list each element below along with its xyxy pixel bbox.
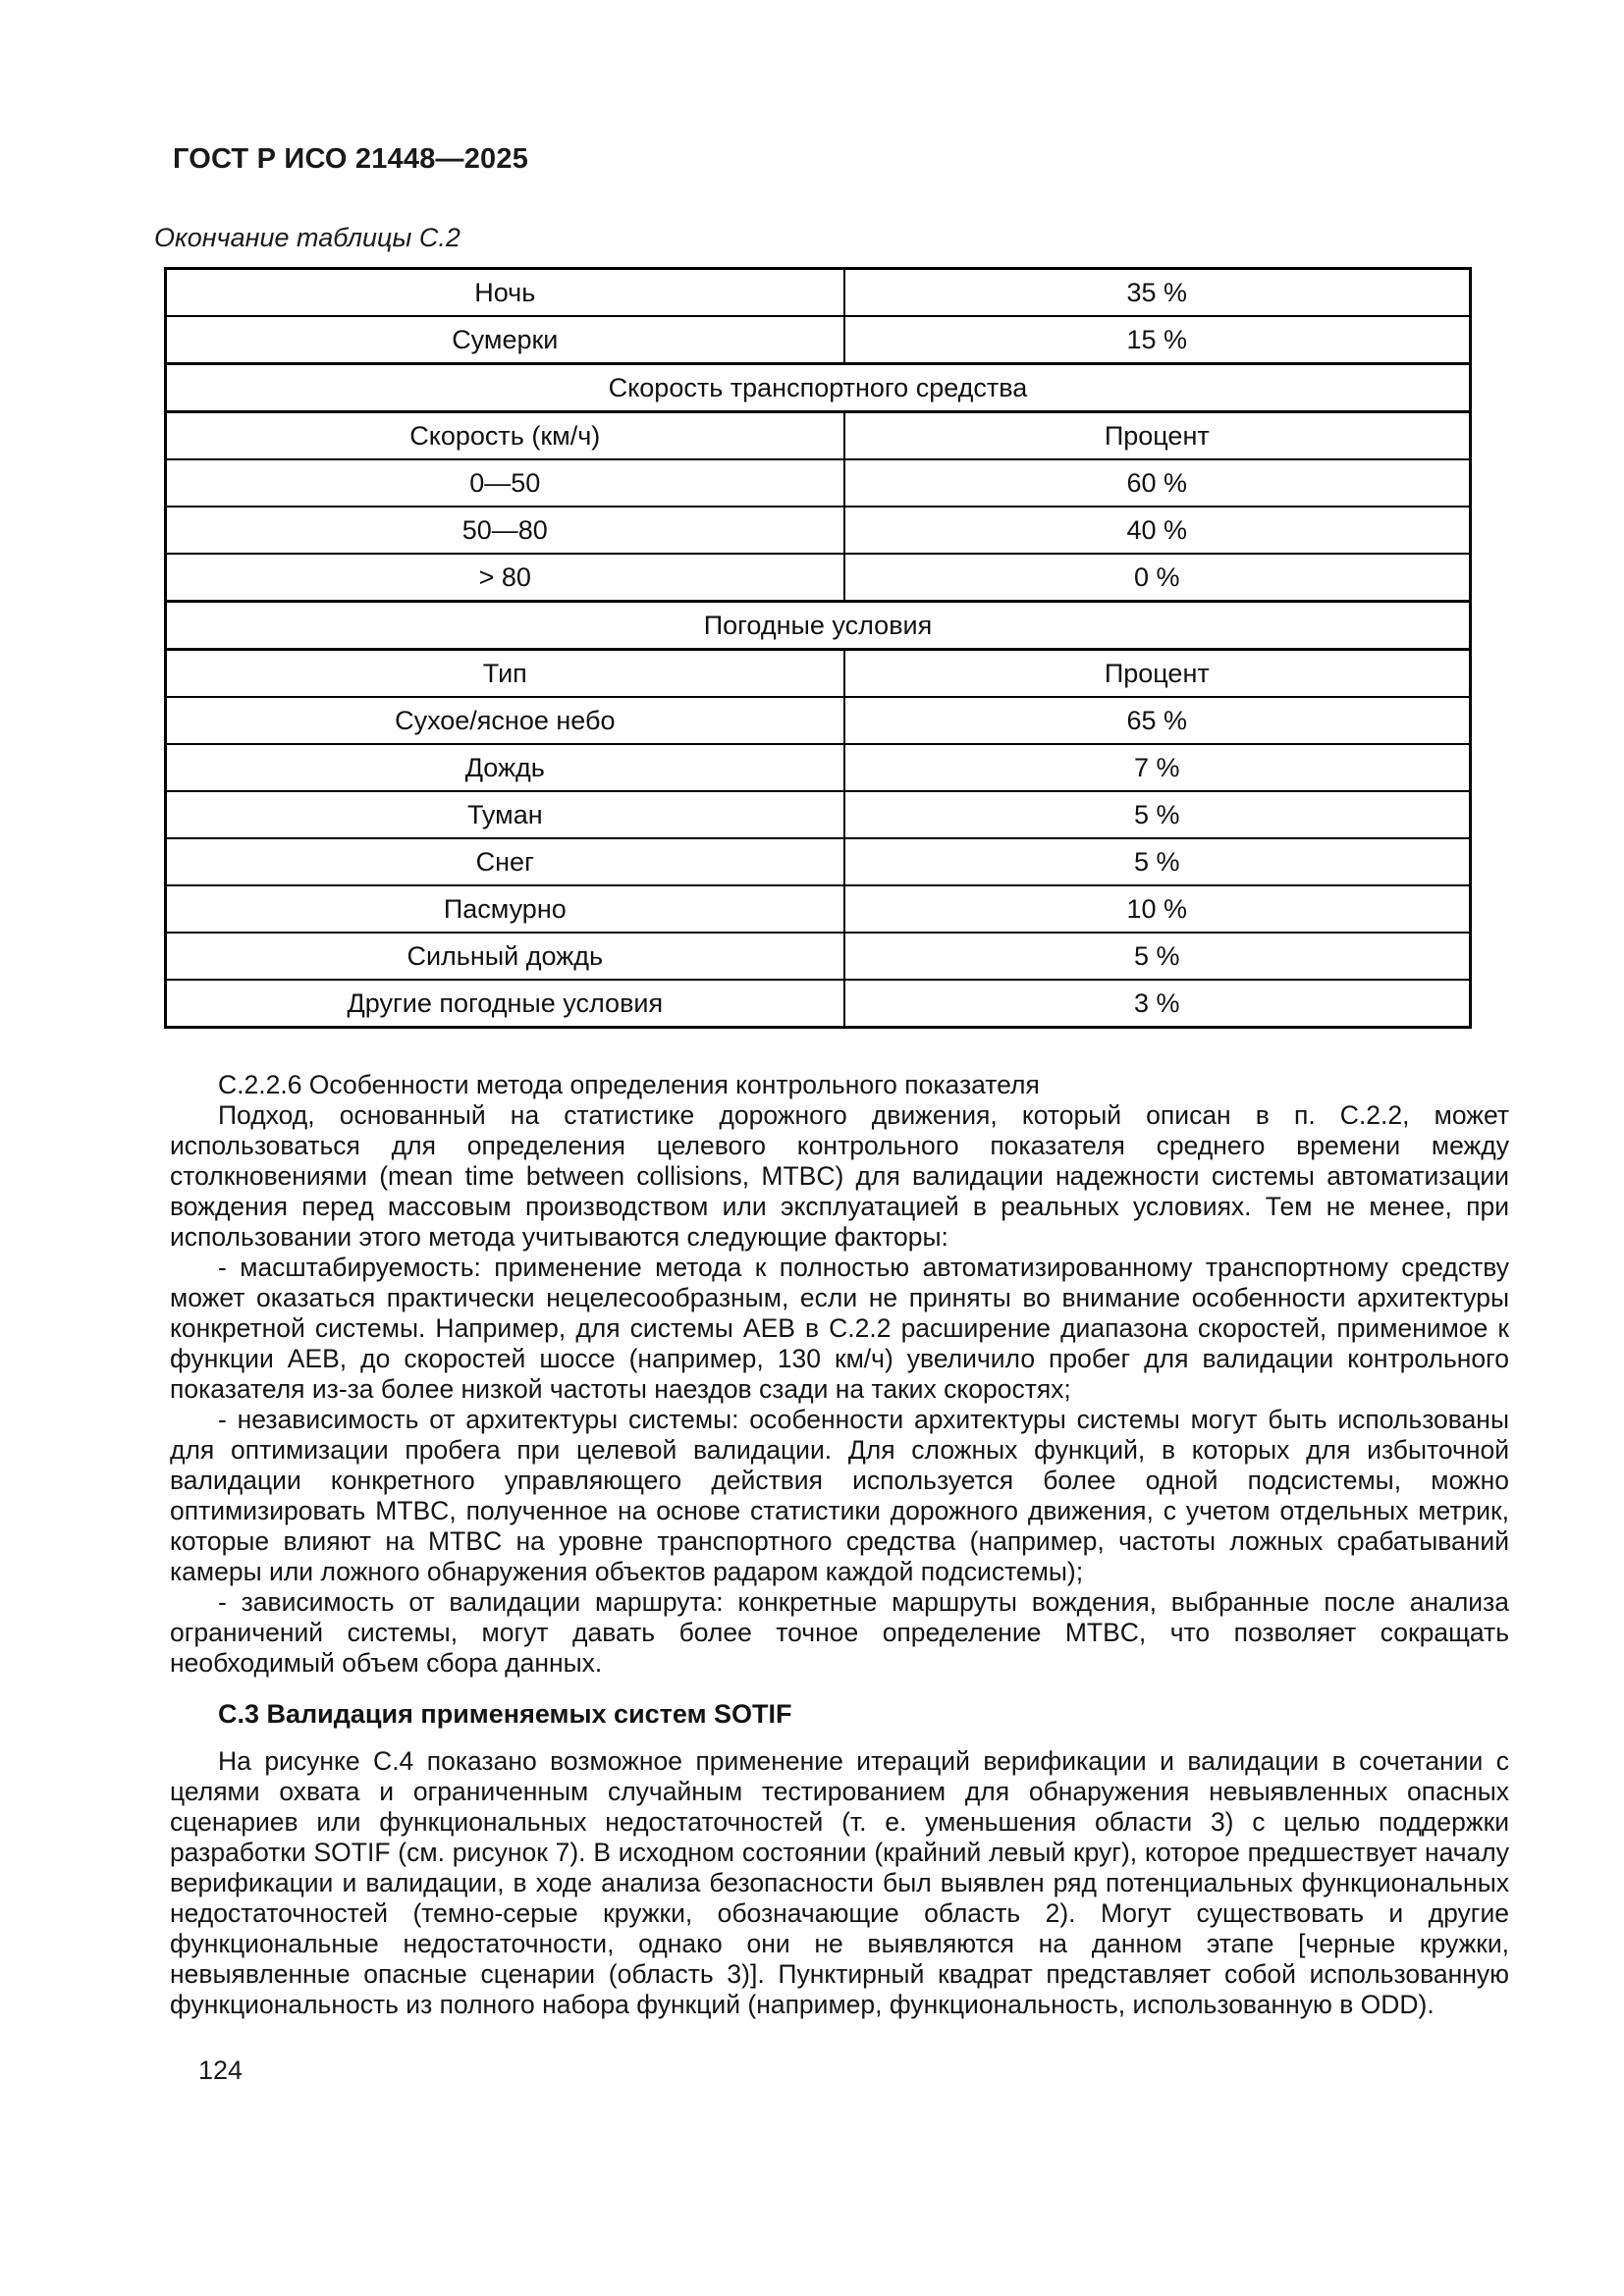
table-cell-value: 10 % [844,885,1471,933]
table-row [166,507,1471,554]
table-cell-value: 65 % [844,697,1471,744]
section-c226-heading: С.2.2.6 Особенности метода определения контрольного показателя [218,1070,1040,1099]
table-cell-category: 50—80 [166,507,844,554]
table-row [166,791,1471,838]
bullet-route-validation: - зависимость от валидации маршрута: конкретные маршруты вождения, выбранные после анализа ограничений системы, могут давать более точное определение MTBC, что позволяет сокращать необходимый объем сбора данных. [170,1587,1509,1678]
table-cell-value: Процент [844,412,1471,460]
body-text [170,1070,1509,2020]
table-row [166,744,1471,791]
table-row [166,697,1471,744]
table-row [166,412,1471,460]
table-cell-category: Другие погодные условия [166,980,844,1028]
table-cell-category: Ночь [166,269,844,317]
table-caption: Окончание таблицы С.2 [154,223,460,252]
table-row [166,885,1471,933]
table-section-label: Погодные условия [166,602,1471,650]
table-cell-value: 5 % [844,838,1471,885]
table-row [166,316,1471,364]
running-header: ГОСТ Р ИСО 21448—2025 [173,143,529,175]
table-cell-category: Снег [166,838,844,885]
table-section-label: Скорость транспортного средства [166,364,1471,412]
table-row [166,933,1471,980]
table-c2 [164,267,1472,1029]
table-cell-category: > 80 [166,554,844,602]
table-cell-category: Тип [166,650,844,698]
table-cell-value: 60 % [844,459,1471,507]
page-number: 124 [198,2056,244,2085]
paragraph-c226-intro: Подход, основанный на статистике дорожного движения, который описан в п. С.2.2, может использоваться для определения целевого контрольного показателя среднего времени между столкновениями (mean time between collisions, MTBC) для валидации надежности системы автоматизации вождения перед массовым производством или эксплуатацией в реальных условиях. Тем не менее, при использовании этого метода учитываются следующие факторы: [170,1100,1509,1252]
table-cell-value: 5 % [844,791,1471,838]
table-cell-category: Сумерки [166,316,844,364]
table-cell-category: Сухое/ясное небо [166,697,844,744]
table-row [166,980,1471,1028]
bullet-scalability: - масштабируемость: применение метода к полностью автоматизированному транспортному средству может оказаться практически нецелесообразным, если не приняты во внимание особенности архитектуры конкретной системы. Например, для системы AEB в С.2.2 расширение диапазона скоростей, применимое к функции AEB, до скоростей шоссе (например, 130 км/ч) увеличило пробег для валидации контрольного показателя из-за более низкой частоты наездов сзади на таких скоростях; [170,1253,1509,1404]
table-row [166,554,1471,602]
table-cell-value: 40 % [844,507,1471,554]
bullet-architecture-independence: - независимость от архитектуры системы: особенности архитектуры системы могут быть использованы для оптимизации пробега при целевой валидации. Для сложных функций, в которых для избыточной валидации конкретного управляющего действия используется более одной подсистемы, можно оптимизировать MTBC, полученное на основе статистики дорожного движения, с учетом отдельных метрик, которые влияют на MTBC на уровне транспортного средства (например, частоты ложных срабатываний камеры или ложного обнаружения объектов радаром каждой подсистемы); [170,1405,1509,1586]
table-cell-value: 7 % [844,744,1471,791]
table-cell-category: Сильный дождь [166,933,844,980]
table-cell-value: 5 % [844,933,1471,980]
table-cell-value: 0 % [844,554,1471,602]
table-cell-value: 35 % [844,269,1471,317]
table-section-row [166,602,1471,650]
table-cell-category: Туман [166,791,844,838]
table-cell-category: Скорость (км/ч) [166,412,844,460]
table-row [166,269,1471,317]
table-cell-value: 15 % [844,316,1471,364]
table-row [166,650,1471,698]
table-cell-category: Дождь [166,744,844,791]
table-cell-value: Процент [844,650,1471,698]
table-cell-category: Пасмурно [166,885,844,933]
table-section-row [166,364,1471,412]
table-cell-category: 0—50 [166,459,844,507]
table-row [166,838,1471,885]
table-row [166,459,1471,507]
table-cell-value: 3 % [844,980,1471,1028]
paragraph-c3: На рисунке С.4 показано возможное применение итераций верификации и валидации в сочетании с целями охвата и ограниченным случайным тестированием для обнаружения невыявленных опасных сценариев или функциональных недостаточностей (т. е. уменьшения области 3) с целью поддержки разработки SOTIF (см. рисунок 7). В исходном состоянии (крайний левый круг), которое предшествует началу верификации и валидации, в ходе анализа безопасности был выявлен ряд потенциальных функциональных недостаточностей (темно-серые кружки, обозначающие область 2). Могут существовать и другие функциональные недостаточности, однако они не выявляются на данном этапе [черные кружки, невыявленные опасные сценарии (область 3)]. Пунктирный квадрат представляет собой использованную функциональность из полного набора функций (например, функциональность, использованную в ODD). [170,1746,1509,2019]
section-c3-heading: С.3 Валидация применяемых систем SOTIF [218,1699,792,1729]
